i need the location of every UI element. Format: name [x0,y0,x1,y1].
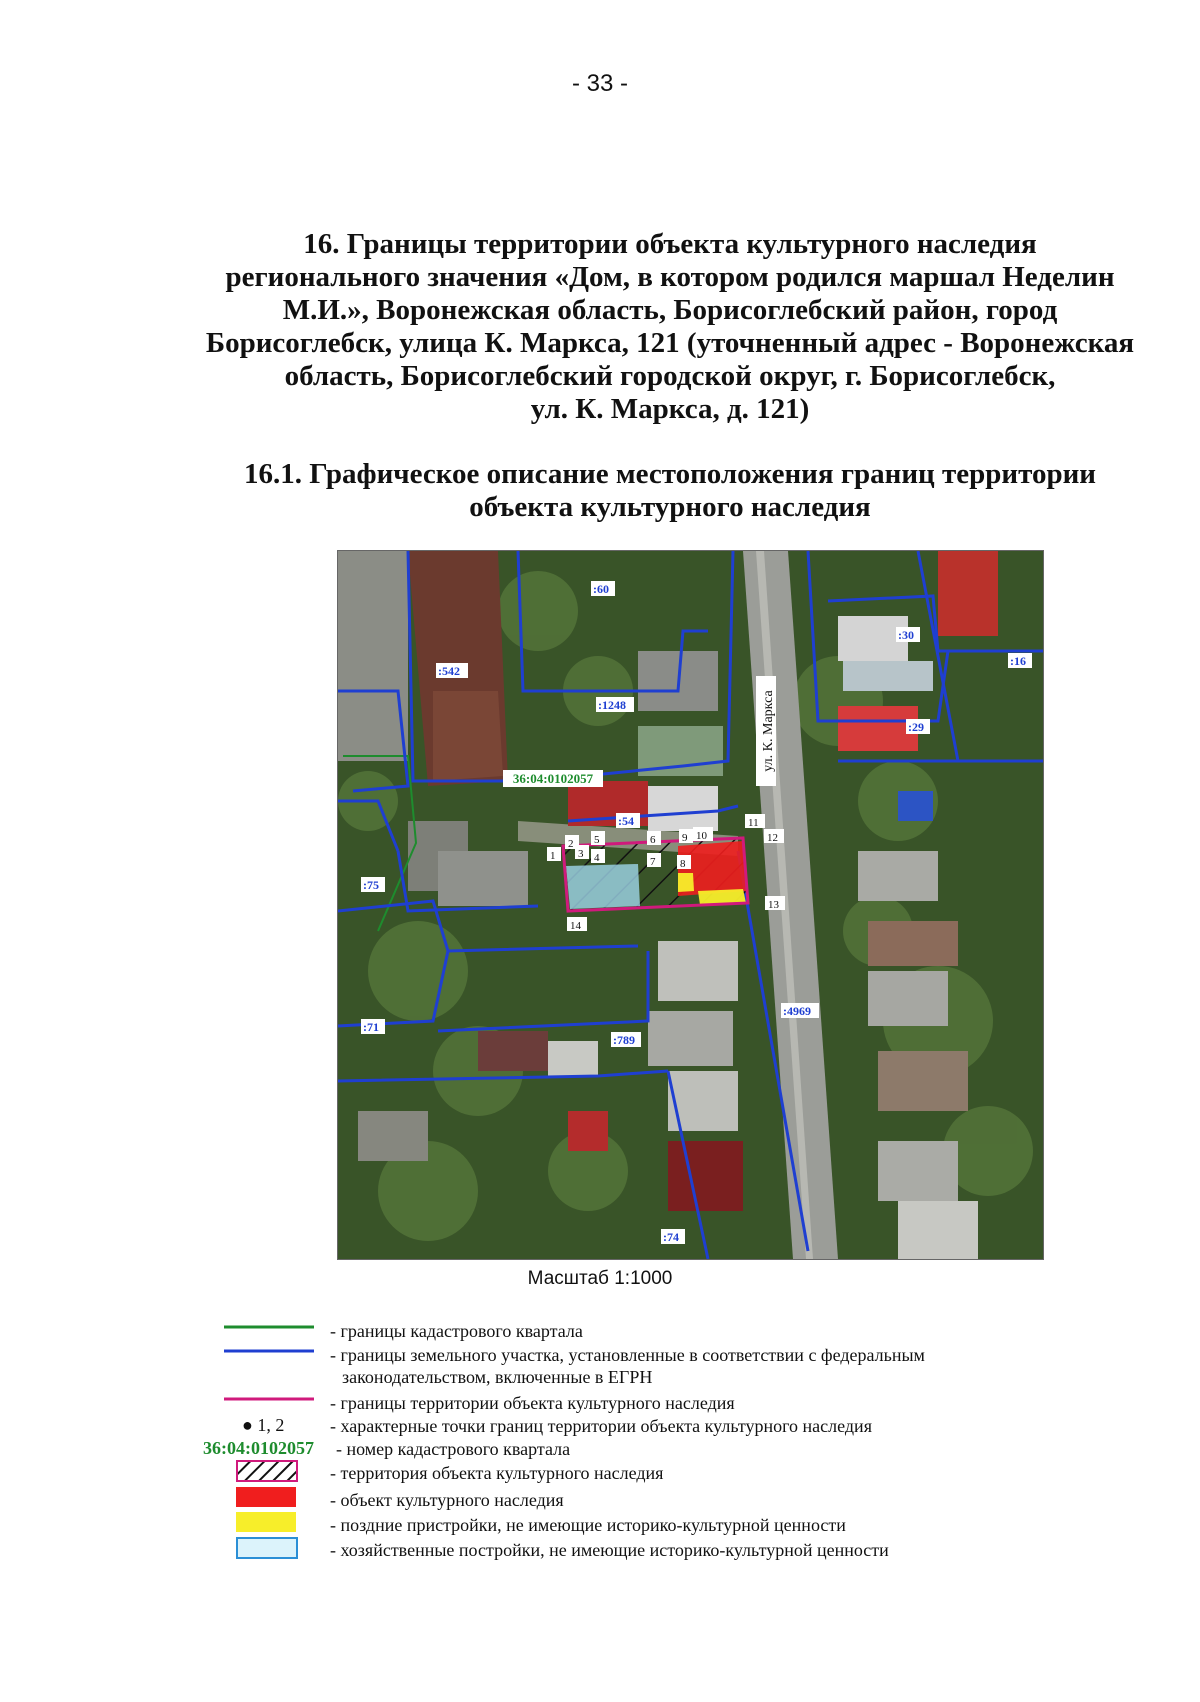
blue-line-symbol [224,1348,314,1354]
street-label: ул. К. Маркса [761,690,776,772]
point-symbol: ● 1, 2 [242,1415,285,1435]
parcel-label: :542 [438,664,460,678]
red-box-symbol [236,1487,296,1507]
legend-item [0,1460,1200,1484]
boundary-point-label: 12 [767,832,778,844]
legend-text [330,1344,925,1388]
legend-item [0,1342,1200,1388]
section-heading-line: Борисоглебск, улица К. Маркса, 121 (уточненный адрес - Воронежская [205,327,1135,359]
boundary-point-label: 11 [748,817,759,829]
subsection-heading-line: 16.1. Графическое описание местоположения границ территории [244,458,1096,490]
legend-text: - характерные точки границ территории объекта культурного наследия [330,1416,872,1436]
legend-text: - границы кадастрового квартала [330,1321,583,1341]
section-heading-line: регионального значения «Дом, в котором родился маршал Неделин [225,261,1115,293]
parcel-label: :54 [618,814,634,828]
boundary-point-label: 5 [594,834,600,846]
boundary-point-label: 3 [578,848,584,860]
legend-text-cont: законодательством, включенные в ЕГРН [342,1367,653,1387]
parking-lot [338,551,408,761]
parcel-label: :789 [613,1033,635,1047]
parcel-label: :1248 [598,698,626,712]
subsection-heading-line: объекта культурного наследия [469,491,871,523]
section-heading [200,228,1140,426]
yellow-box-symbol [236,1512,296,1532]
legend-text: - номер кадастрового квартала [336,1439,571,1459]
page-number: - 33 - [571,70,628,97]
boundary-point-label: 10 [696,830,707,842]
subsection-heading [200,458,1140,524]
legend-item [0,1413,1200,1437]
section-heading-line: область, Борисоглебский городской округ, г. Борисоглебск, [284,360,1056,392]
legend-text: - границы территории объекта культурного наследия [330,1393,735,1413]
boundary-point-label: 1 [550,850,556,862]
boundary-point-label: 2 [568,838,574,850]
legend-text-line: - границы земельного участка, установленные в соответствии с федеральным [330,1345,925,1365]
boundary-point-label: 9 [682,832,688,844]
boundary-point-label: 8 [680,858,686,870]
boundary-point-label: 13 [768,899,779,911]
parcel-label: :74 [663,1230,679,1244]
cadastral-quarter-label: 36:04:0102057 [512,771,594,786]
parcel-label: :16 [1010,654,1026,668]
legend-item [0,1318,1200,1342]
utility-buildings [566,864,640,909]
legend-item [0,1487,1200,1511]
section-heading-line: М.И.», Воронежская область, Борисоглебский район, город [282,294,1058,326]
section-heading-line: ул. К. Маркса, д. 121) [530,393,810,425]
parcel-label: :30 [898,628,914,642]
legend-item [0,1537,1200,1561]
parcel-label: :71 [363,1020,379,1034]
boundary-point-label: 4 [594,852,600,864]
hatched-box-symbol [236,1460,298,1482]
section-heading-line: 16. Границы территории объекта культурного наследия [303,228,1037,260]
parcel-label: :75 [363,878,379,892]
map-scale: Масштаб 1:1000 [527,1268,673,1289]
lightblue-box-symbol [236,1537,298,1559]
parcel-label: :60 [593,582,609,596]
boundary-point-label: 6 [650,834,656,846]
parcel-label: :4969 [783,1004,811,1018]
legend-text: - поздние пристройки, не имеющие историко-культурной ценности [330,1515,846,1535]
legend-text: - территория объекта культурного наследия [330,1463,664,1483]
parcel-label: :29 [908,720,924,734]
quarter-number-symbol: 36:04:0102057 [203,1438,314,1458]
magenta-line-symbol [224,1396,314,1402]
legend-item [0,1390,1200,1414]
boundary-point-label: 7 [650,856,656,868]
green-line-symbol [224,1324,314,1330]
boundary-point-label: 14 [570,920,581,932]
legend-text: - объект культурного наследия [330,1490,564,1510]
legend-item [0,1436,1200,1460]
legend-text: - хозяйственные постройки, не имеющие историко-культурной ценности [330,1540,889,1560]
legend-item [0,1512,1200,1536]
aerial-map-canvas [338,551,1043,1259]
aerial-map [337,550,1044,1260]
